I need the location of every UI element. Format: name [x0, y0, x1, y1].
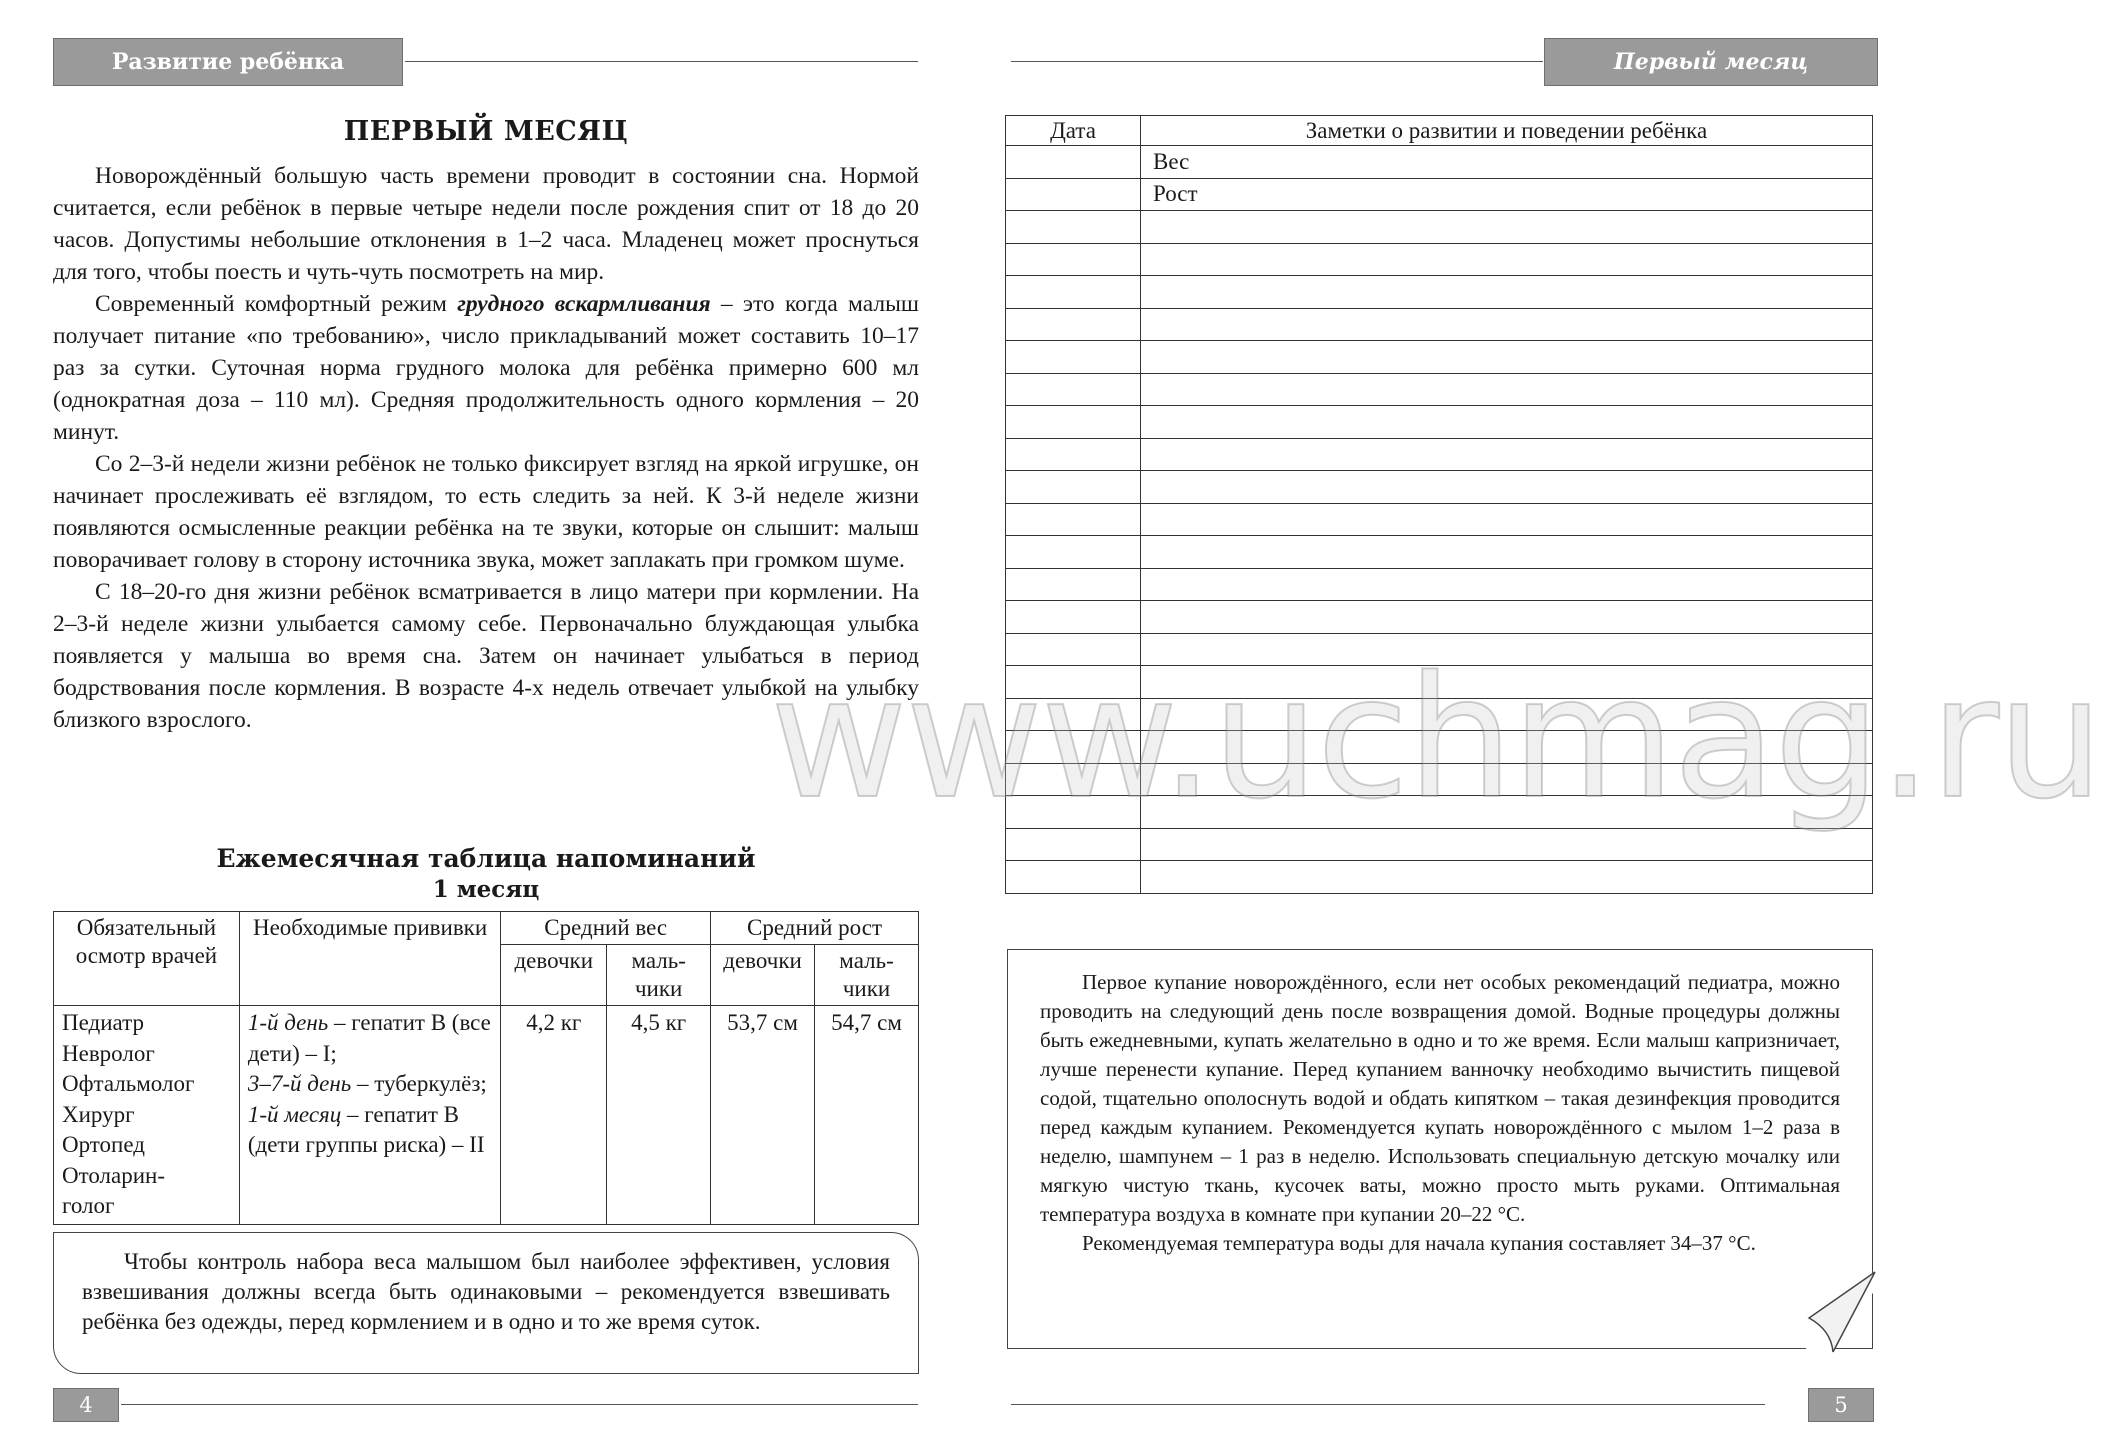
table-row	[1006, 763, 1873, 796]
date-cell	[1006, 341, 1141, 374]
notes-cell	[1141, 763, 1873, 796]
paragraph: Первое купание новорождённого, если нет особых рекомендаций педиатра, можно проводить на следующий день после возвращения домой. Водные процедуры должны быть ежедневными, купать желательно в одно и то же время. Если малыш капризничает, лучше перенести купание. Перед купанием ванночку необходимо вычистить пищевой содой, тщательно ополоснуть водой и обдать кипятком – такая дезинфекция проводится перед каждым купанием. Рекомендуется купать новорождённого с мылом 1–2 раза в неделю, шампунем – 1 раз в неделю. Использовать специальную детскую мочалку или мягкую чистую ткань, кусочек ваты, можно просто мыть руками. Оптимальная температура воздуха в комнате при купании 20–22 °С.	[1040, 970, 1840, 1226]
notes-cell	[1141, 471, 1873, 504]
notes-cell: Вес	[1141, 146, 1873, 179]
notes-cell	[1141, 633, 1873, 666]
table-row	[1006, 796, 1873, 829]
height-girls-cell: 53,7 см	[711, 1006, 815, 1225]
notes-cell	[1141, 601, 1873, 634]
table-row	[1006, 146, 1873, 179]
table-row	[1006, 731, 1873, 764]
paragraph: Новорождённый большую часть времени проводит в состоянии сна. Нормой считается, если ребёнок в первые четыре недели после рождения спит от 18 до 20 часов. Допустимы небольшие отклонения в 1–2 часа. Младенец может проснуться для того, чтобы поесть и чуть-чуть посмотреть на мир.	[53, 163, 919, 285]
table-row	[1006, 438, 1873, 471]
table-row	[1006, 666, 1873, 699]
emphasis: грудного вскармливания	[457, 291, 711, 317]
table-row	[1006, 178, 1873, 211]
date-cell	[1006, 438, 1141, 471]
doctors-cell: Педиатр Невролог Офтальмолог Хирург Ортопед Отоларин- голог	[54, 1006, 240, 1225]
notes-cell	[1141, 861, 1873, 894]
table-row	[1006, 276, 1873, 309]
watermark: www.uchmag.ru	[770, 640, 2102, 836]
header-boys: маль- чики	[607, 945, 711, 1006]
date-cell	[1006, 373, 1141, 406]
table-row	[1006, 341, 1873, 374]
notes-cell	[1141, 568, 1873, 601]
date-cell	[1006, 211, 1141, 244]
notes-cell	[1141, 243, 1873, 276]
notes-cell	[1141, 698, 1873, 731]
date-cell	[1006, 276, 1141, 309]
date-cell	[1006, 568, 1141, 601]
header-boys: маль- чики	[815, 945, 919, 1006]
table-row	[1006, 601, 1873, 634]
table-row	[1006, 211, 1873, 244]
header-weight: Средний вес	[501, 912, 711, 945]
footer-rule	[1011, 1404, 1765, 1405]
article-body	[53, 160, 919, 736]
table-row	[1006, 536, 1873, 569]
paragraph: Современный комфортный режим грудного вскармливания – это когда малыш получает питание «по требованию», число прикладываний может составить 10–17 раз за сутки. Суточная норма грудного молока для ребёнка примерно 600 мл (однократная доза – 110 мл). Средняя продолжительность одного кормления – 20 минут.	[53, 291, 919, 445]
notes-cell: Рост	[1141, 178, 1873, 211]
section-header-tab: Первый месяц	[1544, 38, 1878, 86]
page-curl-decoration	[1803, 1270, 1875, 1352]
notes-cell	[1141, 503, 1873, 536]
table-row	[1006, 698, 1873, 731]
notes-cell	[1141, 211, 1873, 244]
header-date: Дата	[1006, 116, 1141, 146]
date-cell	[1006, 796, 1141, 829]
notes-cell	[1141, 828, 1873, 861]
date-cell	[1006, 178, 1141, 211]
table-row	[1006, 373, 1873, 406]
date-cell	[1006, 861, 1141, 894]
weight-boys-cell: 4,5 кг	[607, 1006, 711, 1225]
vaccines-cell: 1-й день – гепатит В (все дети) – I; 3–7-й день – туберкулёз; 1-й месяц – гепатит В (дети группы риска) – II	[239, 1006, 500, 1225]
table-row	[1006, 861, 1873, 894]
header-girls: девочки	[711, 945, 815, 1006]
page-number: 5	[1808, 1388, 1874, 1422]
table-row	[1006, 568, 1873, 601]
page-title: ПЕРВЫЙ МЕСЯЦ	[343, 116, 629, 147]
bathing-note-box	[1007, 949, 1873, 1349]
notes-cell	[1141, 796, 1873, 829]
header-height: Средний рост	[711, 912, 919, 945]
paragraph: Со 2–3-й недели жизни ребёнок не только фиксирует взгляд на яркой игрушке, он начинает прослеживать её взглядом, то есть следить за ней. К 3-й неделе жизни появляются осмысленные реакции ребёнка на те звуки, которые он слышит: малыш поворачивает голову в сторону источника звука, может заплакать при громком шуме.	[53, 451, 919, 573]
date-cell	[1006, 243, 1141, 276]
section-header-tab: Развитие ребёнка	[53, 38, 403, 86]
reminder-table-title: Ежемесячная таблица напоминаний 1 месяц	[53, 843, 919, 905]
date-cell	[1006, 731, 1141, 764]
date-cell	[1006, 406, 1141, 439]
page-number: 4	[53, 1388, 119, 1422]
header-vaccines: Необходимые прививки	[239, 912, 500, 1006]
notes-cell	[1141, 666, 1873, 699]
paragraph: С 18–20-го дня жизни ребёнок всматривается в лицо матери при кормлении. На 2–3-й неделе жизни улыбается самому себе. Первоначально блуждающая улыбка появляется у малыша во время сна. Затем он начинает улыбаться в период бодрствования после кормления. В возрасте 4-х недель отвечает улыбкой на улыбку близкого взрослого.	[53, 579, 919, 733]
table-row	[1006, 828, 1873, 861]
notes-cell	[1141, 276, 1873, 309]
reminder-table	[53, 911, 919, 1225]
date-cell	[1006, 763, 1141, 796]
header-girls: девочки	[501, 945, 607, 1006]
notes-cell	[1141, 536, 1873, 569]
height-boys-cell: 54,7 см	[815, 1006, 919, 1225]
left-page	[0, 0, 960, 1438]
header-doctors: Обязательный осмотр врачей	[54, 912, 240, 1006]
weight-girls-cell: 4,2 кг	[501, 1006, 607, 1225]
reminder-table-subtitle: 1 месяц	[432, 876, 540, 903]
notes-cell	[1141, 438, 1873, 471]
date-cell	[1006, 633, 1141, 666]
header-rule	[1011, 61, 1543, 62]
date-cell	[1006, 666, 1141, 699]
right-page	[960, 0, 1920, 1438]
date-cell	[1006, 471, 1141, 504]
table-row	[1006, 503, 1873, 536]
table-row	[1006, 406, 1873, 439]
weighing-note-box: Чтобы контроль набора веса малышом был наиболее эффективен, условия взвешивания должны всегда быть одинаковыми – рекомендуется взвешивать ребёнка без одежды, перед кормлением и в одно и то же время суток.	[53, 1232, 919, 1374]
paragraph: Рекомендуемая температура воды для начала купания составляет 34–37 °С.	[1082, 1231, 1756, 1255]
notes-cell	[1141, 373, 1873, 406]
date-cell	[1006, 503, 1141, 536]
development-notes-table	[1005, 115, 1873, 894]
date-cell	[1006, 146, 1141, 179]
header-notes: Заметки о развитии и поведении ребёнка	[1141, 116, 1873, 146]
date-cell	[1006, 308, 1141, 341]
table-row	[1006, 243, 1873, 276]
header-rule	[405, 61, 918, 62]
date-cell	[1006, 828, 1141, 861]
table-row	[1006, 633, 1873, 666]
table-row	[1006, 308, 1873, 341]
date-cell	[1006, 698, 1141, 731]
notes-cell	[1141, 308, 1873, 341]
notes-cell	[1141, 731, 1873, 764]
notes-cell	[1141, 406, 1873, 439]
footer-rule	[121, 1404, 918, 1405]
date-cell	[1006, 536, 1141, 569]
table-row	[54, 1006, 919, 1225]
date-cell	[1006, 601, 1141, 634]
table-row	[1006, 471, 1873, 504]
notes-cell	[1141, 341, 1873, 374]
